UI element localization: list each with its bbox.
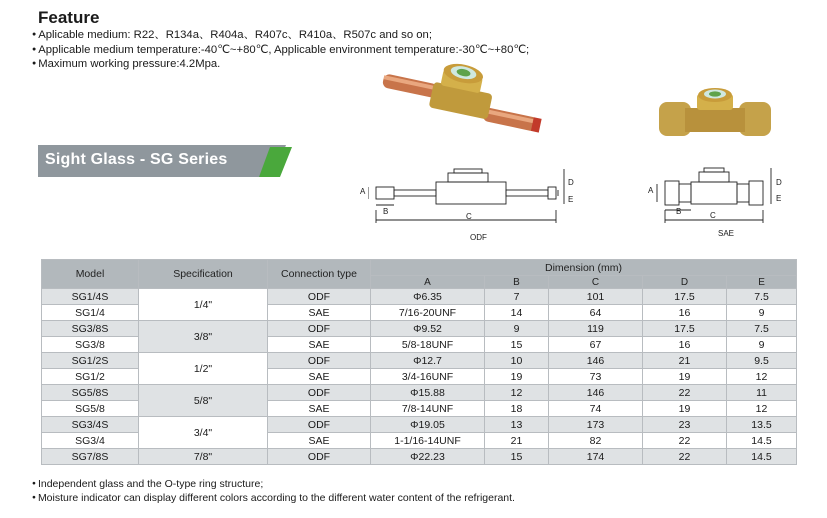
cell-b: 15 [485,449,549,465]
cell-model: SG1/4 [42,305,139,321]
cell-model: SG1/4S [42,289,139,305]
cell-c: 74 [549,401,643,417]
cell-d: 22 [643,385,727,401]
cell-d: 21 [643,353,727,369]
cell-b: 13 [485,417,549,433]
feature-item: ● Aplicable medium: R22、R134a、R404a、R407c、R410a、R507c and so on; [32,28,529,43]
cell-connection: SAE [268,337,371,353]
table-row [42,417,797,433]
drawing-dim-label: B [676,207,682,216]
cell-e: 9 [727,337,797,353]
spec-table [41,259,797,465]
drawing-dim-label: D [568,178,574,187]
table-row [42,289,797,305]
cell-specification: 1/2" [139,353,268,385]
cell-c: 174 [549,449,643,465]
header-dim-d: D [643,276,727,289]
cell-connection: ODF [268,289,371,305]
series-title: Sight Glass - SG Series [45,151,228,168]
cell-c: 146 [549,353,643,369]
cell-a: 5/8-18UNF [371,337,485,353]
odf-product-photo [375,62,550,147]
cell-c: 101 [549,289,643,305]
cell-model: SG7/8S [42,449,139,465]
cell-model: SG3/4 [42,433,139,449]
feature-item: ● Maximum working pressure:4.2Mpa. [32,57,529,72]
cell-a: Φ22.23 [371,449,485,465]
cell-a: Φ12.7 [371,353,485,369]
drawing-dim-label: C [710,211,716,220]
cell-model: SG1/2S [42,353,139,369]
cell-e: 7.5 [727,289,797,305]
cell-connection: ODF [268,321,371,337]
feature-title: Feature [38,8,100,27]
cell-d: 16 [643,305,727,321]
drawing-dim-label: A [648,186,654,195]
cell-a: 7/16-20UNF [371,305,485,321]
cell-e: 14.5 [727,433,797,449]
cell-b: 19 [485,369,549,385]
cell-c: 67 [549,337,643,353]
cell-specification: 1/4" [139,289,268,321]
cell-a: 7/8-14UNF [371,401,485,417]
header-dim-e: E [727,276,797,289]
header-model: Model [42,260,139,289]
cell-b: 21 [485,433,549,449]
cell-model: SG3/4S [42,417,139,433]
table-row [42,449,797,465]
cell-connection: ODF [268,449,371,465]
cell-a: 1-1/16-14UNF [371,433,485,449]
cell-d: 23 [643,417,727,433]
odf-dimension-drawing [368,165,578,230]
cell-a: 3/4-16UNF [371,369,485,385]
cell-b: 15 [485,337,549,353]
cell-b: 12 [485,385,549,401]
cell-a: Φ9.52 [371,321,485,337]
cell-d: 19 [643,401,727,417]
cell-connection: ODF [268,385,371,401]
cell-d: 16 [643,337,727,353]
cell-b: 10 [485,353,549,369]
cell-e: 9 [727,305,797,321]
drawing-dim-label: A [360,187,366,196]
header-dim-a: A [371,276,485,289]
cell-specification: 3/8" [139,321,268,353]
note-item: ● Independent glass and the O-type ring structure; [32,477,515,491]
cell-c: 119 [549,321,643,337]
cell-b: 18 [485,401,549,417]
table-row [42,353,797,369]
cell-model: SG5/8 [42,401,139,417]
cell-e: 7.5 [727,321,797,337]
sae-dimension-drawing [655,165,785,230]
cell-e: 11 [727,385,797,401]
cell-d: 17.5 [643,321,727,337]
notes-list [32,477,515,505]
drawing-dim-label: C [466,212,472,221]
cell-connection: SAE [268,401,371,417]
header-specification: Specification [139,260,268,289]
cell-model: SG3/8 [42,337,139,353]
sae-drawing-label: SAE [718,229,735,238]
drawing-dim-label: B [383,207,389,216]
cell-model: SG3/8S [42,321,139,337]
odf-drawing-label: ODF [470,233,487,242]
cell-connection: SAE [268,305,371,321]
feature-item: ● Applicable medium temperature:-40℃~+80℃, Applicable environment temperature:-30℃~+80℃; [32,43,529,58]
cell-c: 146 [549,385,643,401]
drawing-dim-label: E [568,195,574,204]
cell-a: Φ6.35 [371,289,485,305]
cell-specification: 7/8" [139,449,268,465]
cell-connection: SAE [268,433,371,449]
cell-c: 82 [549,433,643,449]
cell-b: 14 [485,305,549,321]
cell-d: 22 [643,433,727,449]
header-dimension: Dimension (mm) [371,260,797,276]
cell-e: 12 [727,369,797,385]
cell-e: 14.5 [727,449,797,465]
note-item: ● Moisture indicator can display different colors according to the different water content of the refrigerant. [32,491,515,505]
table-row [42,321,797,337]
cell-d: 19 [643,369,727,385]
cell-e: 13.5 [727,417,797,433]
cell-a: Φ15.88 [371,385,485,401]
header-dim-c: C [549,276,643,289]
cell-model: SG1/2 [42,369,139,385]
cell-c: 173 [549,417,643,433]
cell-e: 12 [727,401,797,417]
drawing-dim-label: D [776,178,782,187]
cell-b: 9 [485,321,549,337]
cell-model: SG5/8S [42,385,139,401]
header-dim-b: B [485,276,549,289]
cell-b: 7 [485,289,549,305]
sae-product-photo [655,88,775,144]
header-connection-type: Connection type [268,260,371,289]
cell-e: 9.5 [727,353,797,369]
cell-c: 73 [549,369,643,385]
drawing-dim-label: E [776,194,782,203]
cell-connection: ODF [268,417,371,433]
cell-a: Φ19.05 [371,417,485,433]
cell-c: 64 [549,305,643,321]
table-row [42,385,797,401]
cell-connection: ODF [268,353,371,369]
cell-d: 17.5 [643,289,727,305]
cell-d: 22 [643,449,727,465]
cell-specification: 3/4" [139,417,268,449]
cell-specification: 5/8" [139,385,268,417]
cell-connection: SAE [268,369,371,385]
